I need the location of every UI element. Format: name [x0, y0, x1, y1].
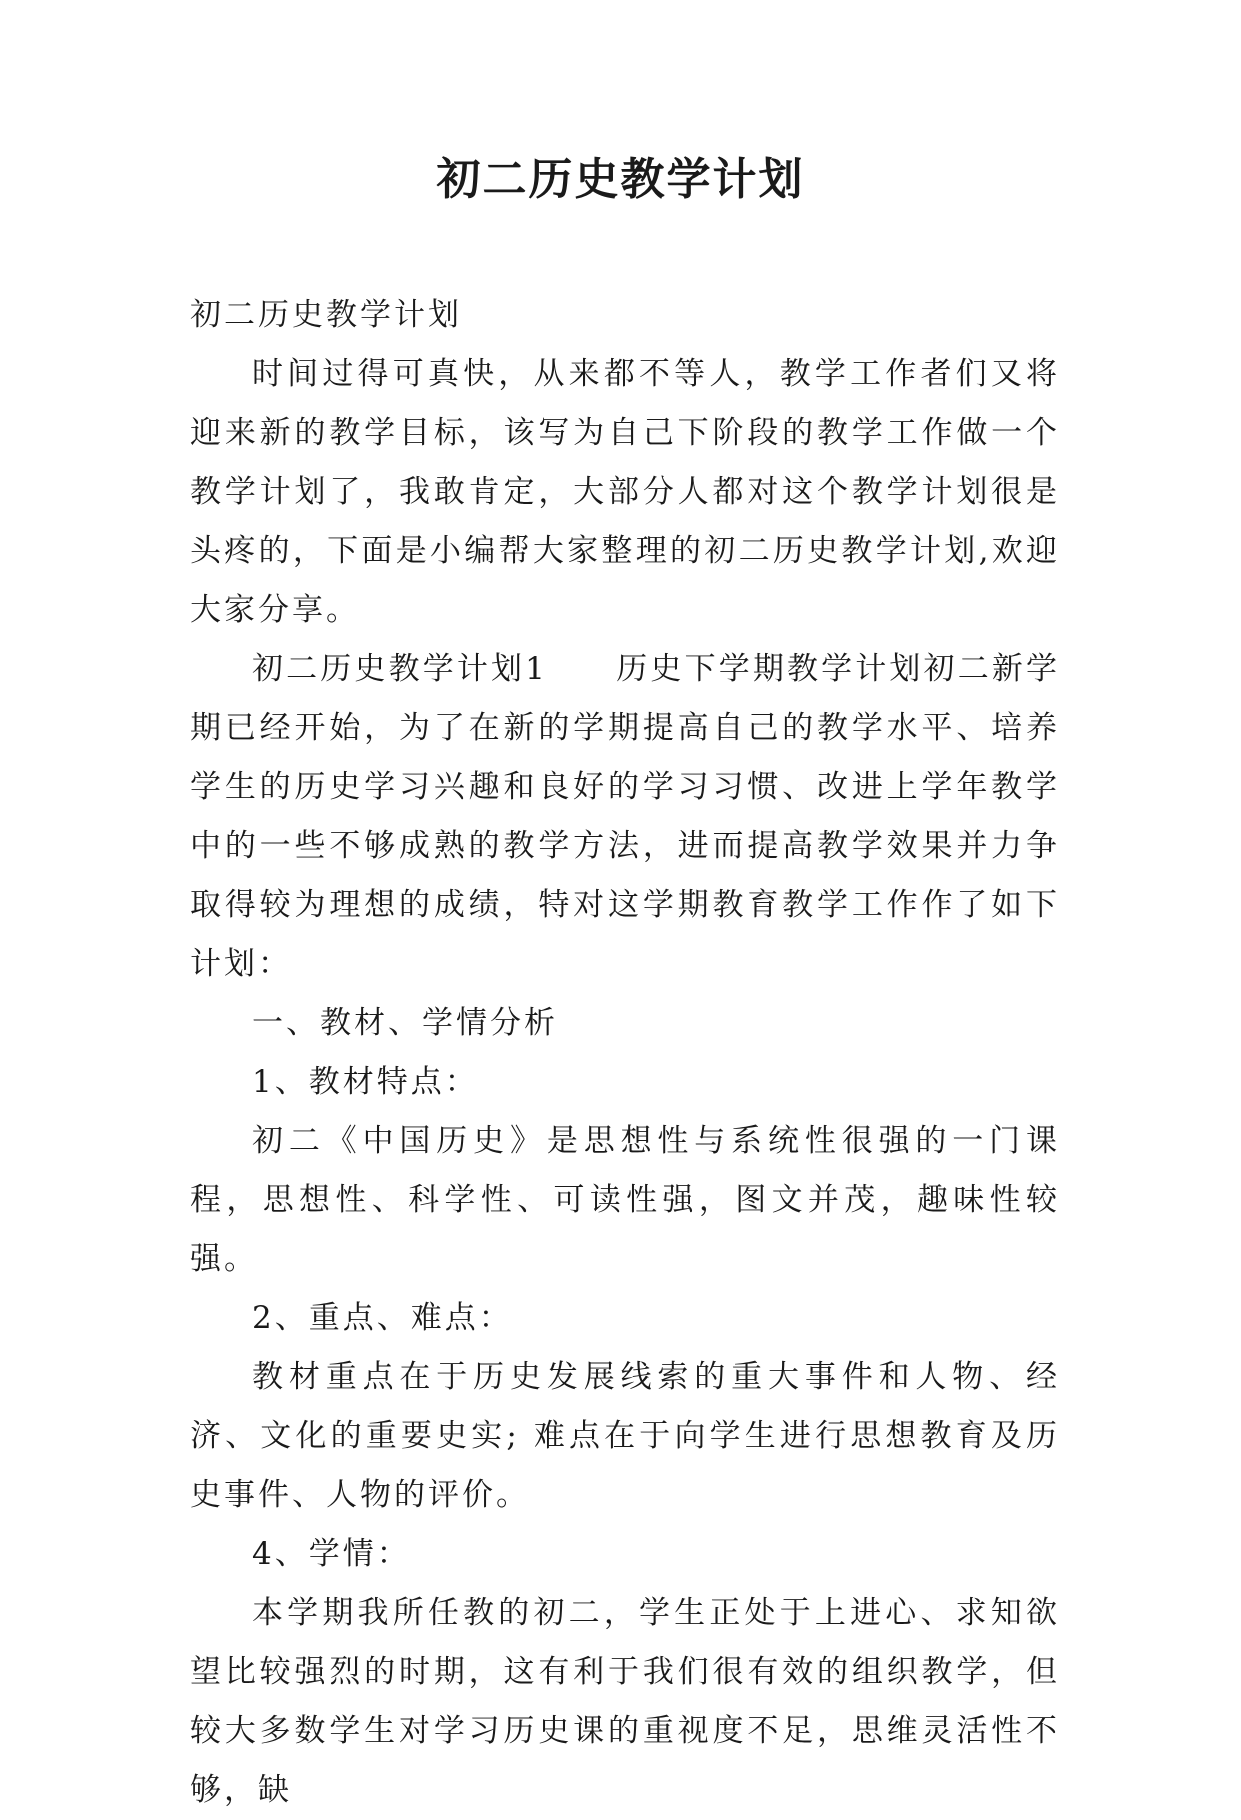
subheading-key-points: 2、重点、难点： [252, 1300, 513, 1336]
paragraph-key-points: 教材重点在于历史发展线索的重大事件和人物、经济、文化的重要史实; 难点在于向学生进行思想教育及历史事件、人物的评价。 [190, 1359, 1060, 1513]
document-title: 初二历史教学计划 [436, 154, 805, 205]
paragraph-student-situation: 本学期我所任教的初二，学生正处于上进心、求知欲望比较强烈的时期，这有利于我们很有效的组织教学，但较大多数学生对学习历史课的重视度不足，思维灵活性不够，缺 [190, 1595, 1060, 1808]
subheading-student-situation: 4、学情： [252, 1536, 411, 1572]
paragraph-intro: 时间过得可真快，从来都不等人，教学工作者们又将迎来新的教学目标，该写为自己下阶段的教学工作做一个教学计划了，我敢肯定，大部分人都对这个教学计划很是头疼的，下面是小编帮大家整理的初二历史教学计划,欢迎大家分享。 [190, 356, 1060, 628]
section-heading-analysis: 一、教材、学情分析 [252, 1005, 558, 1041]
paragraph-subtitle: 初二历史教学计划 [190, 297, 462, 333]
subheading-textbook-features: 1、教材特点： [252, 1064, 479, 1100]
document-body [190, 286, 1060, 1820]
paragraph-plan-1: 初二历史教学计划1 历史下学期教学计划初二新学期已经开始，为了在新的学期提高自己的教学水平、培养学生的历史学习兴趣和良好的学习习惯、改进上学年教学中的一些不够成熟的教学方法，进而提高教学效果并力争取得较为理想的成绩，特对这学期教育教学工作作了如下计划： [190, 651, 1060, 982]
paragraph-textbook-features: 初二《中国历史》是思想性与系统性很强的一门课程，思想性、科学性、可读性强，图文并茂，趣味性较强。 [190, 1123, 1060, 1277]
